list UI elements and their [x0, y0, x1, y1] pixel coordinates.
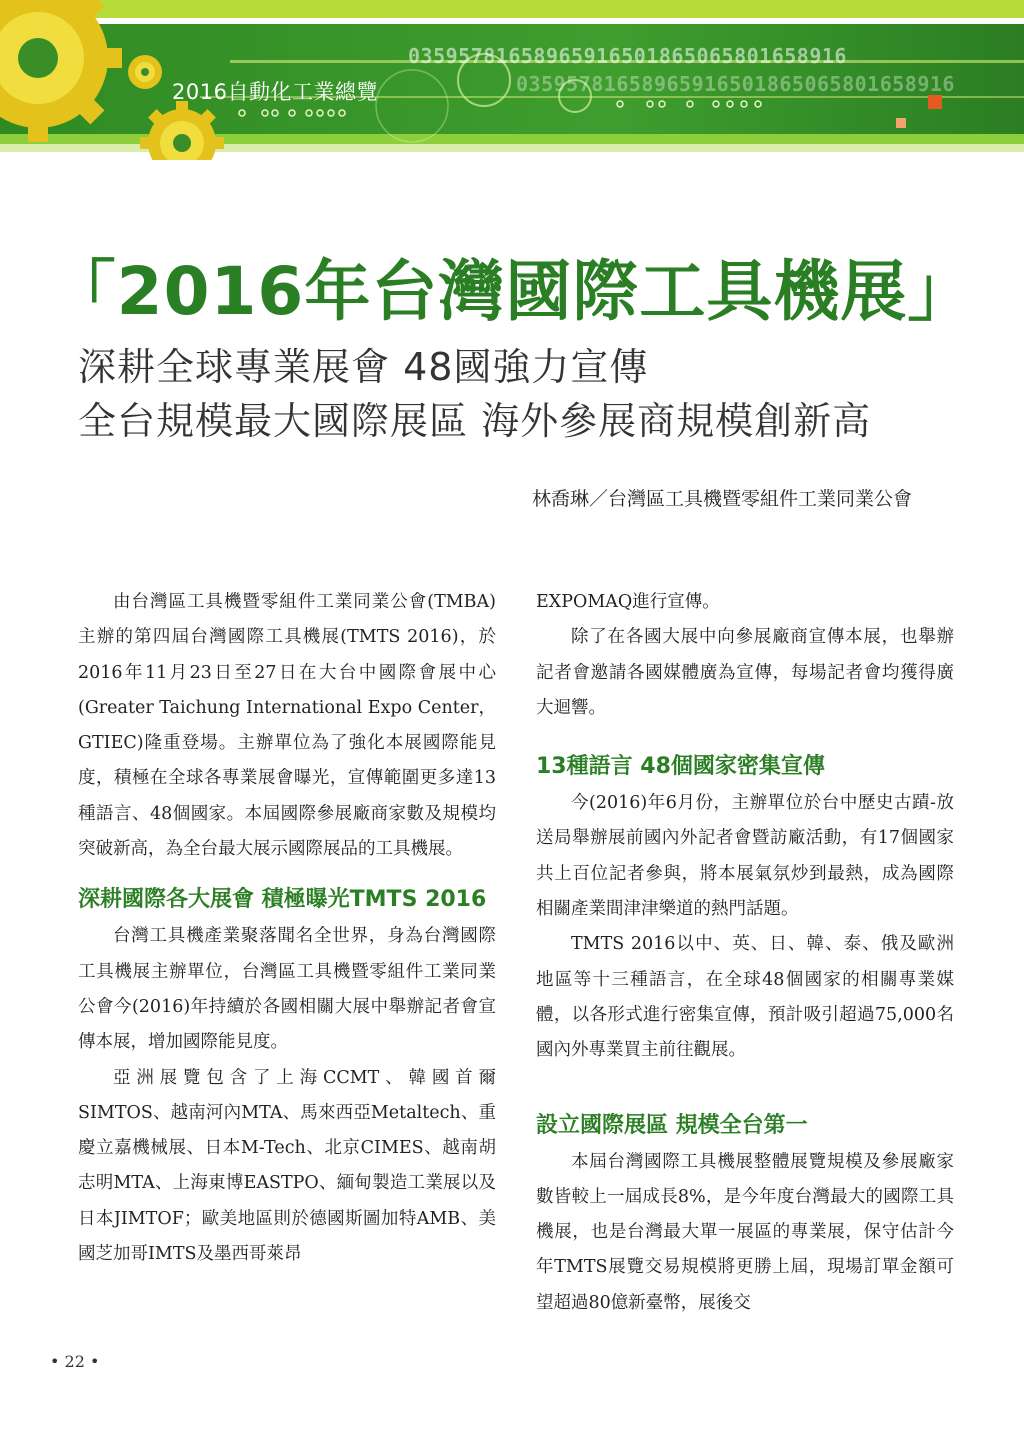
publication-label: 2016自動化工業總覽 — [172, 80, 378, 104]
banner-digit-strip: 03595781658965916501865065801658916 — [408, 44, 847, 68]
section-heading-international-zone: 設立國際展區 規模全台第一 — [536, 1112, 808, 1138]
page-number: • 22 • — [50, 1352, 100, 1371]
paragraph-industry: 台灣工具機產業聚落聞名全世界，身為台灣國際工具機展主辦單位，台灣區工具機暨零組件工業同業公會今(2016)年持續於各國相關大展中舉辦記者會宣傳本展，增加國際能見度。 — [78, 926, 496, 1053]
banner-digit-strip-faded: 03595781658965916501865065801658916 — [516, 72, 955, 96]
subtitle-2: 全台規模最大國際展區 海外參展商規模創新高 — [78, 399, 872, 443]
subtitle-1: 深耕全球專業展會 48國強力宣傳 — [78, 345, 649, 389]
section-heading-promotion: 深耕國際各大展會 積極曝光TMTS 2016 — [78, 887, 487, 913]
paragraph-june-event: 今(2016)年6月份，主辦單位於台中歷史古蹟-放送局舉辦展前國內外記者會暨訪廠活動，有17個國家共上百位記者參與，將本展氣氛炒到最熱，成為國際相關產業間津津樂道的熱門話題。 — [536, 793, 954, 920]
paragraph-media-campaign: TMTS 2016以中、英、日、韓、泰、俄及歐洲地區等十三種語言，在全球48個國家的相關專業媒體，以各形式進行密集宣傳，預計吸引超過75,000名國內外專業買主前往觀展。 — [536, 934, 954, 1061]
paragraph-asia-shows: 亞洲展覽包含了上海CCMT、韓國首爾SIMTOS、越南河內MTA、馬來西亞Metaltech、重慶立嘉機械展、日本M-Tech、北京CIMES、越南胡志明MTA、上海東博EASTPO、緬甸製造工業展以及日本JIMTOF；歐美地區則於德國斯圖加特AMB、美國芝加哥IMTS及墨西哥萊昂 — [78, 1067, 496, 1265]
author-byline: 林喬琳／台灣區工具機暨零組件工業同業公會 — [531, 488, 912, 510]
left-column — [78, 585, 496, 1272]
page-title: 「2016年台灣國際工具機展」 — [49, 253, 975, 330]
section-heading-languages: 13種語言 48個國家密集宣傳 — [536, 754, 825, 780]
right-column — [536, 585, 954, 1321]
header-banner — [0, 0, 1024, 160]
paragraph-continued: EXPOMAQ進行宣傳。 — [536, 592, 720, 612]
paragraph-press-conferences: 除了在各國大展中向參展廠商宣傳本展，也舉辦記者會邀請各國媒體廣為宣傳，每場記者會均獲得廣大迴響。 — [536, 627, 954, 718]
paragraph-intro: 由台灣區工具機暨零組件工業同業公會(TMBA)主辦的第四屆台灣國際工具機展(TMTS 2016)，於2016年11月23日至27日在大台中國際會展中心(Greater Taichung International Expo Center，GTIEC)隆重登場。主辦單位為了強化本展國際能見度，積極在全球各專業展會曝光，宣傳範圍更多達13種語言、48個國家。本屆國際參展廠商家數及規模均突破新高，為全台最大展示國際展品的工具機展。 — [78, 592, 496, 860]
paragraph-scale: 本屆台灣國際工具機展整體展覽規模及參展廠家數皆較上一屆成長8%，是今年度台灣最大的國際工具機展，也是台灣最大單一展區的專業展，保守估計今年TMTS展覽交易規模將更勝上屆，現場訂單金額可望超過80億新臺幣，展後交 — [536, 1151, 954, 1313]
